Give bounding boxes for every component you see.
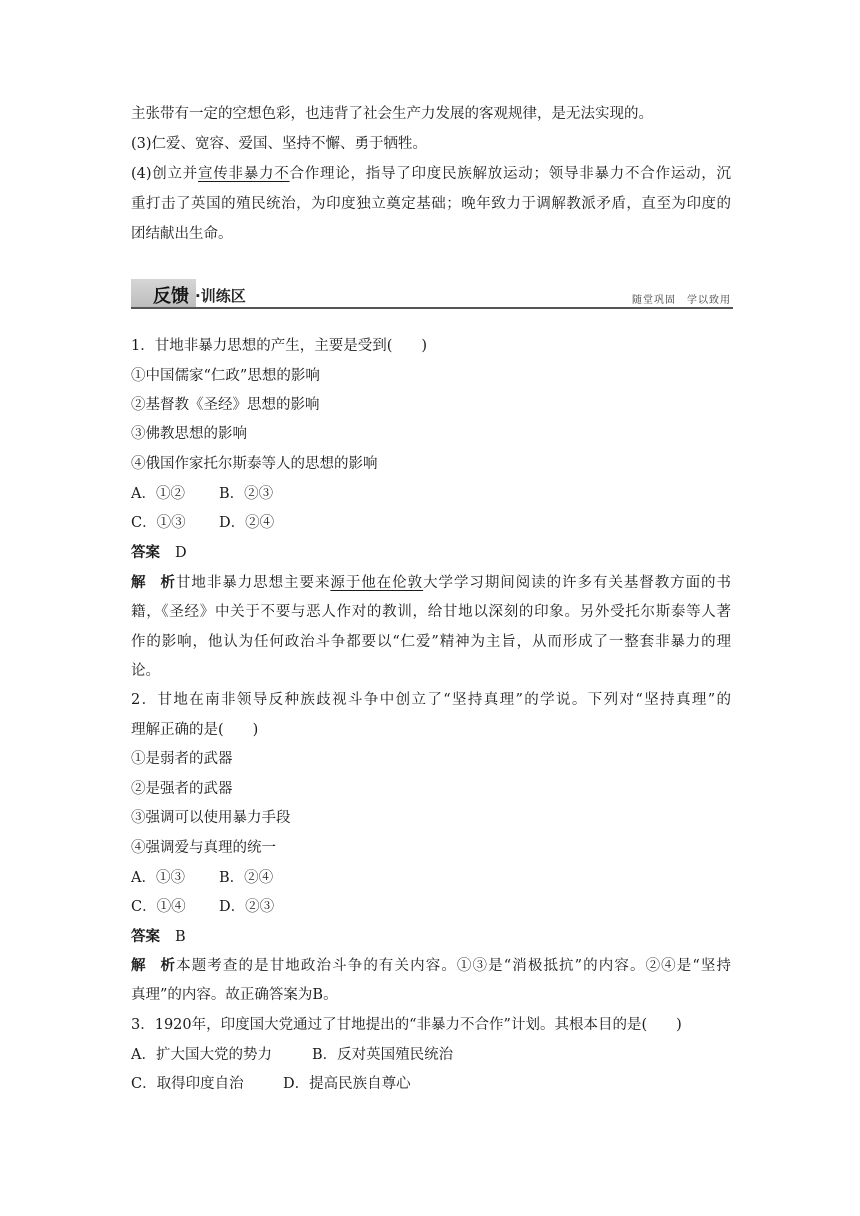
answer-value: B bbox=[175, 929, 186, 945]
q1-item: ③佛教思想的影响 bbox=[131, 426, 247, 442]
q2-options-row-1 bbox=[131, 868, 731, 888]
q1-options-row-1 bbox=[131, 484, 731, 504]
question-2-stem: 2．甘地在南非领导反种族歧视斗争中创立了“坚持真理”的学说。下列对“坚持真理”的 bbox=[131, 692, 731, 708]
q1-analysis bbox=[131, 573, 731, 593]
text-line: 团结献出生命。 bbox=[131, 226, 233, 242]
section-title: 反馈 bbox=[153, 286, 189, 307]
q1-item: ④俄国作家托尔斯泰等人的思想的影响 bbox=[131, 456, 378, 472]
text-line: 重打击了英国的殖民统治，为印度独立奠定基础；晚年致力于调解教派矛盾，直至为印度的 bbox=[131, 196, 731, 212]
q1-answer bbox=[131, 543, 731, 563]
text-run: 本题考查的是甘地政治斗争的有关内容。①③是“消极抵抗”的内容。②④是“坚持 bbox=[175, 958, 731, 974]
analysis-label: 解析 bbox=[131, 575, 175, 591]
answer-item-4 bbox=[131, 164, 731, 184]
option-d: D．②④ bbox=[219, 515, 275, 531]
q1-item: ①中国儒家“仁政”思想的影响 bbox=[131, 368, 320, 384]
text-line: 作的影响，他认为任何政治斗争都要以“仁爱”精神为主旨，从而形成了一整套非暴力的理 bbox=[131, 634, 731, 650]
text-line: 论。 bbox=[131, 663, 160, 679]
option-a: A．扩大国大党的势力 bbox=[131, 1047, 272, 1063]
analysis-label: 解析 bbox=[131, 958, 175, 974]
q1-options-row-2 bbox=[131, 513, 731, 533]
text-run: 合作理论，指导了印度民族解放运动；领导非暴力不合作运动，沉 bbox=[289, 166, 732, 182]
header-rule bbox=[131, 307, 733, 309]
q2-options-row-2 bbox=[131, 897, 731, 917]
option-d: D．②③ bbox=[219, 899, 275, 915]
text-line: 理解正确的是( ) bbox=[131, 722, 259, 738]
underlined-text: 宣传非暴力不 bbox=[198, 166, 290, 182]
text-line: 籍，《圣经》中关于不要与恶人作对的教训，给甘地以深刻的印象。另外受托尔斯泰等人著 bbox=[131, 604, 731, 620]
q2-answer bbox=[131, 927, 731, 947]
q1-item: ②基督教《圣经》思想的影响 bbox=[131, 397, 320, 413]
answer-item-3: (3)仁爱、宽容、爱国、坚持不懈、勇于牺牲。 bbox=[131, 136, 428, 152]
option-a: A．①② bbox=[131, 486, 185, 502]
q2-item: ①是弱者的武器 bbox=[131, 751, 233, 767]
text-line: 主张带有一定的空想色彩，也违背了社会生产力发展的客观规律，是无法实现的。 bbox=[131, 106, 653, 122]
answer-value: D bbox=[175, 545, 187, 561]
section-tagline: 随堂巩固 学以致用 bbox=[632, 295, 731, 306]
text-run: 大学学习期间阅读的许多有关基督教方面的书 bbox=[423, 575, 732, 591]
q3-options-row-1 bbox=[131, 1045, 731, 1065]
question-1-stem: 1．甘地非暴力思想的产生，主要是受到( ) bbox=[131, 338, 428, 354]
option-d: D．提高民族自尊心 bbox=[283, 1076, 411, 1092]
q2-item: ③强调可以使用暴力手段 bbox=[131, 810, 291, 826]
option-c: C．①③ bbox=[131, 515, 186, 531]
option-a: A．①③ bbox=[131, 870, 185, 886]
q2-item: ②是强者的武器 bbox=[131, 781, 233, 797]
section-subtitle: ·训练区 bbox=[195, 287, 246, 305]
option-c: C．取得印度自治 bbox=[131, 1076, 244, 1092]
question-3-stem: 3．1920年，印度国大党通过了甘地提出的“非暴力不合作”计划。其根本目的是( ) bbox=[131, 1017, 682, 1033]
underlined-text: 源于他在伦敦 bbox=[330, 575, 424, 591]
option-b: B．②③ bbox=[219, 486, 274, 502]
text-line: 真理”的内容。故正确答案为B。 bbox=[131, 987, 338, 1003]
q2-item: ④强调爱与真理的统一 bbox=[131, 840, 276, 856]
q2-analysis bbox=[131, 956, 731, 976]
section-header bbox=[131, 279, 733, 311]
answer-label: 答案 bbox=[131, 929, 160, 945]
text-run: (4)创立并 bbox=[131, 166, 199, 182]
answer-label: 答案 bbox=[131, 545, 160, 561]
q3-options-row-2 bbox=[131, 1074, 731, 1094]
option-b: B．反对英国殖民统治 bbox=[312, 1047, 454, 1063]
text-run: 甘地非暴力思想主要来 bbox=[175, 575, 331, 591]
option-c: C．①④ bbox=[131, 899, 186, 915]
option-b: B．②④ bbox=[219, 870, 274, 886]
